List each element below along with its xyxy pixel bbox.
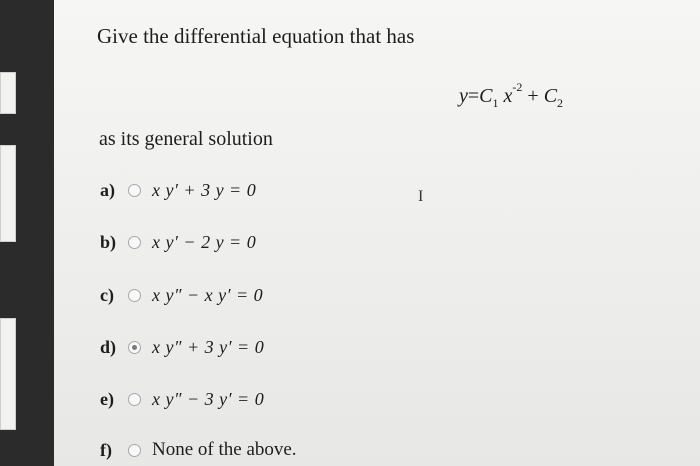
- radio-button[interactable]: [128, 393, 141, 406]
- option-c[interactable]: [100, 285, 263, 306]
- option-letter: b): [100, 232, 117, 252]
- option-letter: d): [100, 337, 117, 357]
- text-cursor-icon: I: [418, 188, 424, 205]
- radio-button[interactable]: [128, 236, 141, 249]
- radio-button[interactable]: [128, 444, 141, 457]
- option-a[interactable]: [100, 180, 256, 201]
- formula-c2: C: [543, 85, 558, 107]
- option-letter: e): [100, 389, 114, 409]
- option-letter: a): [100, 180, 115, 200]
- option-text: x y′ + 3 y = 0: [152, 180, 257, 200]
- sidebar-tab[interactable]: [0, 318, 16, 430]
- formula-plus: +: [527, 85, 539, 107]
- general-solution-formula: [459, 80, 563, 111]
- solution-note-text: as its general solution: [99, 128, 273, 150]
- formula-equals: =: [467, 85, 480, 107]
- option-text: x y″ + 3 y′ = 0: [152, 337, 265, 357]
- option-letter: c): [100, 285, 114, 305]
- question-text: Give the differential equation that has: [97, 24, 415, 48]
- radio-button[interactable]: [128, 289, 141, 302]
- option-text: x y″ − x y′ = 0: [152, 285, 264, 305]
- option-text: x y″ − 3 y′ = 0: [152, 389, 265, 409]
- formula-c1-subscript: 1: [492, 96, 499, 110]
- formula-x: x: [503, 85, 513, 107]
- option-letter: f): [100, 439, 112, 460]
- option-b[interactable]: [100, 232, 256, 253]
- formula-c2-subscript: 2: [557, 96, 564, 110]
- formula-x-exponent: -2: [512, 80, 523, 94]
- formula-y: y: [459, 85, 468, 107]
- option-f[interactable]: [100, 439, 297, 461]
- radio-button-selected[interactable]: [128, 341, 141, 354]
- sidebar-tab[interactable]: [0, 145, 16, 242]
- option-d[interactable]: [100, 337, 264, 358]
- option-text: None of the above.: [152, 439, 297, 460]
- formula-c1: C: [479, 85, 493, 107]
- left-sidebar-strip: [0, 0, 54, 466]
- sidebar-tab[interactable]: [0, 72, 16, 114]
- option-e[interactable]: [100, 389, 264, 410]
- option-text: x y′ − 2 y = 0: [152, 232, 257, 252]
- radio-button[interactable]: [128, 184, 141, 197]
